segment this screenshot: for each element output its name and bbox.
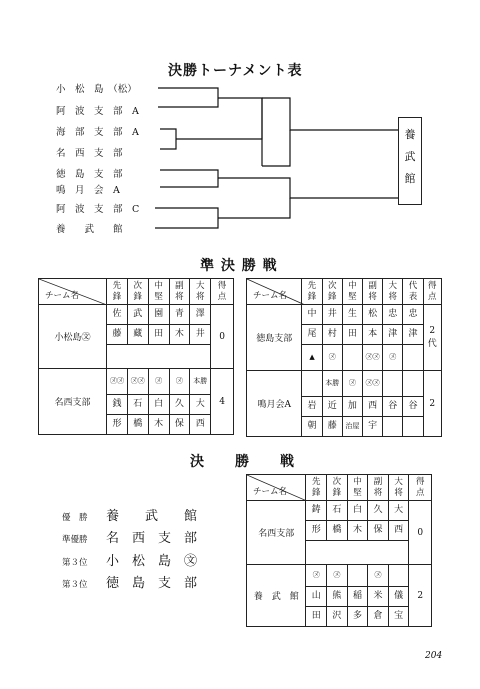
result-label: 優 勝 xyxy=(62,512,88,523)
score-cell: 2 代 xyxy=(423,305,441,371)
champion-char-1: 養 xyxy=(404,128,416,141)
player-cell: 米 xyxy=(368,587,389,607)
result-label: 第３位 xyxy=(62,557,88,568)
team-header-cell xyxy=(247,279,302,305)
score-header: 得 点 xyxy=(423,279,441,305)
spacer-cell xyxy=(107,345,211,369)
player-cell: 倉 xyxy=(368,607,389,627)
semifinal-title: 準 決 勝 戦 xyxy=(200,258,278,274)
player-cell: 久 xyxy=(368,501,389,521)
semifinal-left-table xyxy=(38,278,234,435)
mark-cell: ㋱ xyxy=(306,565,327,587)
mark-cell: ㋱ xyxy=(383,345,403,371)
mark-cell xyxy=(347,565,368,587)
mark-cell: ㋱ xyxy=(148,369,169,395)
pos-header: 先 鋒 xyxy=(107,279,128,305)
champion-box xyxy=(398,117,422,205)
result-winner xyxy=(62,505,197,524)
player-cell: 加 xyxy=(342,397,362,417)
mark-cell xyxy=(388,565,409,587)
player-cell: 白 xyxy=(148,395,169,415)
team-name-cell: 鳴月会A xyxy=(247,371,302,437)
player-cell: 保 xyxy=(169,415,190,435)
player-cell xyxy=(403,417,423,437)
final-title: 決 勝 戦 xyxy=(190,454,295,470)
team-entry-1: 小 松 島 （松） xyxy=(56,84,137,95)
player-cell: 忠 xyxy=(403,305,423,325)
score-header: 得 点 xyxy=(409,475,432,501)
player-cell: 津 xyxy=(383,325,403,345)
player-cell xyxy=(383,417,403,437)
page-number: 204 xyxy=(425,651,443,661)
result-team: 養 武 館 xyxy=(106,509,198,524)
player-cell: 井 xyxy=(322,305,342,325)
score-cell: 2 xyxy=(409,565,432,627)
player-cell: 銭 xyxy=(107,395,128,415)
player-cell: 宇 xyxy=(363,417,383,437)
player-cell: 藏 xyxy=(127,325,148,345)
team-name-cell: 養 武 館 xyxy=(247,565,306,627)
player-cell: 佐 xyxy=(107,305,128,325)
pos-header: 次 鋒 xyxy=(327,475,348,501)
player-cell: 生 xyxy=(342,305,362,325)
spacer-cell xyxy=(306,541,409,565)
mark-cell xyxy=(383,371,403,397)
pos-header: 副 将 xyxy=(363,279,383,305)
player-cell: 村 xyxy=(322,325,342,345)
mark-cell xyxy=(302,371,322,397)
score-cell: 4 xyxy=(211,369,234,435)
player-cell: 宝 xyxy=(388,607,409,627)
mark-cell: ㋱ xyxy=(169,369,190,395)
player-cell: 形 xyxy=(306,521,327,541)
champion-char-3: 館 xyxy=(404,172,416,185)
player-cell: 田 xyxy=(148,325,169,345)
pos-header: 副 将 xyxy=(169,279,190,305)
mark-cell: ㋱ xyxy=(322,345,342,371)
mark-cell: 本勝 xyxy=(322,371,342,397)
team-header-label: チーム名 xyxy=(253,291,288,301)
player-cell: 澤 xyxy=(190,305,211,325)
pos-header: 中 堅 xyxy=(148,279,169,305)
result-team: 名 西 支 部 xyxy=(106,531,198,546)
player-cell: 青 xyxy=(169,305,190,325)
mark-cell: ㋱㋱ xyxy=(363,371,383,397)
player-cell: 木 xyxy=(347,521,368,541)
mark-cell: 本勝 xyxy=(190,369,211,395)
player-cell: 形 xyxy=(107,415,128,435)
player-cell: 大 xyxy=(388,501,409,521)
player-cell: 中 xyxy=(302,305,322,325)
result-team: 小 松 島 ㉆ xyxy=(106,554,198,569)
team-entry-6: 鳴 月 会 A xyxy=(56,185,120,196)
player-cell: 儀 xyxy=(388,587,409,607)
team-name-cell: 名西支部 xyxy=(39,369,107,435)
mark-cell: ▲ xyxy=(302,345,322,371)
player-cell: 治屋 xyxy=(342,417,362,437)
player-cell: 谷 xyxy=(403,397,423,417)
player-cell: 園 xyxy=(148,305,169,325)
player-cell: 忠 xyxy=(383,305,403,325)
team-name-cell: 徳島支部 xyxy=(247,305,302,371)
player-cell: 近 xyxy=(322,397,342,417)
player-cell: 保 xyxy=(368,521,389,541)
player-cell: 大 xyxy=(190,395,211,415)
player-cell: 久 xyxy=(169,395,190,415)
player-cell: 西 xyxy=(363,397,383,417)
player-cell: 多 xyxy=(347,607,368,627)
pos-header: 大 将 xyxy=(383,279,403,305)
pos-header: 大 将 xyxy=(190,279,211,305)
score-cell: 0 xyxy=(211,305,234,369)
final-table xyxy=(246,474,432,627)
result-label: 準優勝 xyxy=(62,534,88,545)
team-entry-4: 名 西 支 部 xyxy=(56,148,123,159)
player-cell: 武 xyxy=(127,305,148,325)
team-name-cell: 名西支部 xyxy=(247,501,306,565)
player-cell: 橋 xyxy=(127,415,148,435)
player-cell: 藤 xyxy=(107,325,128,345)
player-cell: 沢 xyxy=(327,607,348,627)
result-team: 徳 島 支 部 xyxy=(106,576,198,591)
champion-char-2: 武 xyxy=(404,150,416,163)
pos-header: 次 鋒 xyxy=(322,279,342,305)
team-entry-3: 海 部 支 部 A xyxy=(56,127,139,138)
player-cell: 谷 xyxy=(383,397,403,417)
player-cell: 西 xyxy=(190,415,211,435)
result-third-2 xyxy=(62,572,197,591)
result-label: 第３位 xyxy=(62,579,88,590)
player-cell: 本 xyxy=(363,325,383,345)
pos-header: 副 将 xyxy=(368,475,389,501)
player-cell: 白 xyxy=(347,501,368,521)
team-header-cell xyxy=(247,475,306,501)
pos-header: 中 堅 xyxy=(342,279,362,305)
player-cell: 石 xyxy=(327,501,348,521)
player-cell: 石 xyxy=(127,395,148,415)
result-runner-up xyxy=(62,527,197,546)
team-entry-5: 徳 島 支 部 xyxy=(56,169,123,180)
pos-header: 先 鋒 xyxy=(302,279,322,305)
mark-cell: ㋱ xyxy=(368,565,389,587)
player-cell: 鋳 xyxy=(306,501,327,521)
player-cell: 熊 xyxy=(327,587,348,607)
player-cell: 津 xyxy=(403,325,423,345)
player-cell: 西 xyxy=(388,521,409,541)
mark-cell xyxy=(403,345,423,371)
player-cell: 木 xyxy=(148,415,169,435)
player-cell: 朝 xyxy=(302,417,322,437)
mark-cell: ㋱ xyxy=(327,565,348,587)
player-cell: 井 xyxy=(190,325,211,345)
player-cell: 尾 xyxy=(302,325,322,345)
mark-cell: ㋱㋱ xyxy=(363,345,383,371)
team-header-label: チーム名 xyxy=(253,487,288,497)
score-cell: 2 xyxy=(423,371,441,437)
score-cell: 0 xyxy=(409,501,432,565)
player-cell: 稲 xyxy=(347,587,368,607)
player-cell: 山 xyxy=(306,587,327,607)
team-header-label: チーム名 xyxy=(45,291,80,301)
mark-cell: ㋱㋱ xyxy=(107,369,128,395)
pos-header: 中 堅 xyxy=(347,475,368,501)
pos-header: 代 表 xyxy=(403,279,423,305)
team-name-cell: 小松島㉆ xyxy=(39,305,107,369)
mark-cell xyxy=(342,345,362,371)
pos-header: 次 鋒 xyxy=(127,279,148,305)
pos-header: 先 鋒 xyxy=(306,475,327,501)
player-cell: 橋 xyxy=(327,521,348,541)
team-entry-2: 阿 波 支 部 A xyxy=(56,106,139,117)
team-header-cell xyxy=(39,279,107,305)
score-header: 得 点 xyxy=(211,279,234,305)
semifinal-right-table xyxy=(246,278,442,437)
player-cell: 田 xyxy=(306,607,327,627)
mark-cell: ㋱ xyxy=(342,371,362,397)
player-cell: 岩 xyxy=(302,397,322,417)
team-entry-7: 阿 波 支 部 C xyxy=(56,204,140,215)
player-cell: 松 xyxy=(363,305,383,325)
mark-cell xyxy=(403,371,423,397)
team-entry-8: 養 武 館 xyxy=(56,224,123,235)
player-cell: 田 xyxy=(342,325,362,345)
pos-header: 大 将 xyxy=(388,475,409,501)
player-cell: 藤 xyxy=(322,417,342,437)
bracket-title: 決勝トーナメント表 xyxy=(168,63,303,79)
result-third-1 xyxy=(62,550,197,569)
player-cell: 木 xyxy=(169,325,190,345)
mark-cell: ㋱㋱ xyxy=(127,369,148,395)
